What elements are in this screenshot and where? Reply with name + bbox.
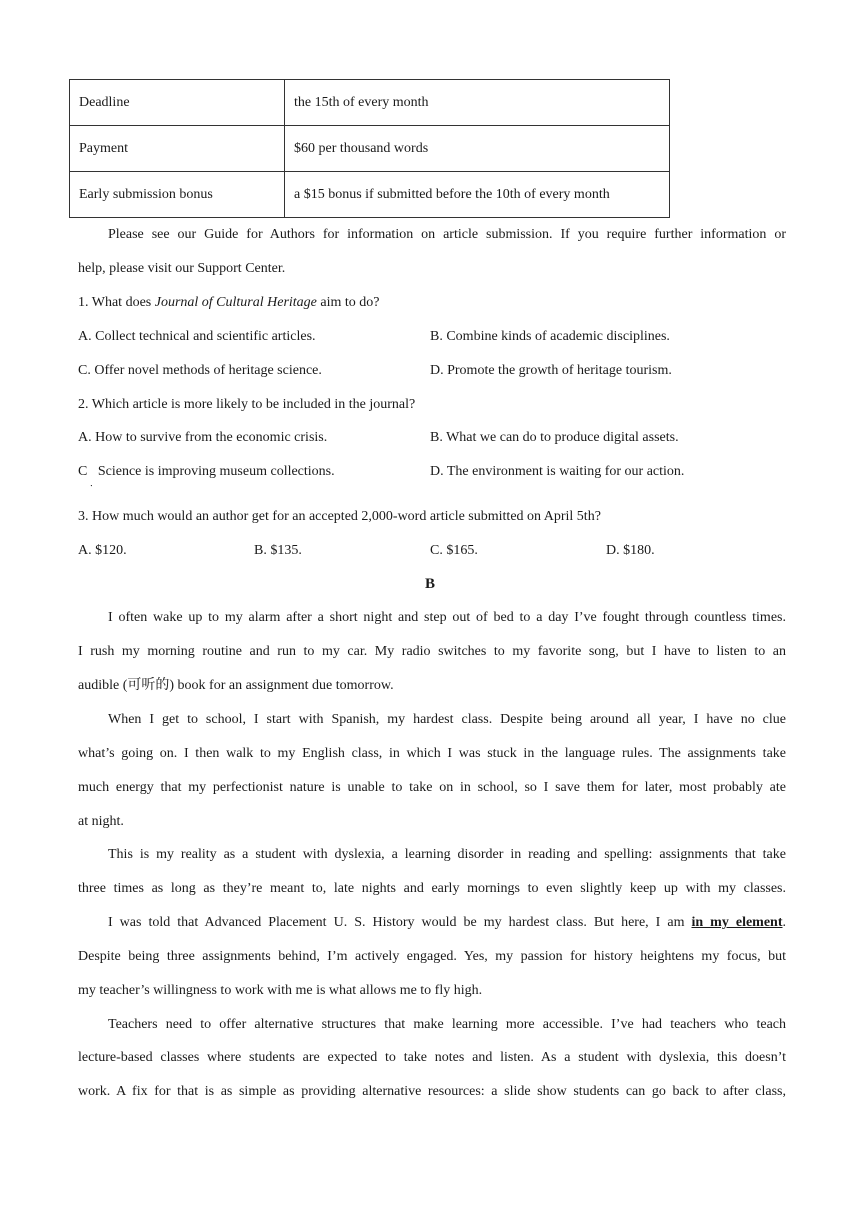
passage-line: lecture-based classes where students are expected to take notes and listen. As a student with dyslexia, this doesn’t <box>78 1050 786 1065</box>
q3-option-d: D. $180. <box>606 543 655 558</box>
highlighted-phrase: in my element <box>691 915 783 930</box>
table-cell-label: Early submission bonus <box>70 172 285 218</box>
table-row <box>70 80 670 126</box>
passage-line <box>108 914 786 932</box>
q1-option-d: D. Promote the growth of heritage tourism. <box>430 363 672 378</box>
table-cell-label: Deadline <box>70 80 285 126</box>
passage-line: work. A fix for that is as simple as providing alternative resources: a slide show students can go back to after class, <box>78 1084 786 1099</box>
table-cell-value: the 15th of every month <box>285 80 670 126</box>
table-cell-value: a $15 bonus if submitted before the 10th of every month <box>285 172 670 218</box>
q2-option-b: B. What we can do to produce digital assets. <box>430 430 679 445</box>
passage-line: my teacher’s willingness to work with me is what allows me to fly high. <box>78 983 483 998</box>
passage-line: what’s going on. I then walk to my English class, in which I was stuck in the language rules. The assignments take <box>78 746 786 761</box>
question-3: 3. How much would an author get for an accepted 2,000-word article submitted on April 5th? <box>78 509 601 524</box>
passage-line: I rush my morning routine and run to my car. My radio switches to my favorite song, but I have to listen to an <box>78 644 786 659</box>
table-row <box>70 172 670 218</box>
q3-option-b: B. $135. <box>254 543 302 558</box>
q1-option-b: B. Combine kinds of academic disciplines. <box>430 329 670 344</box>
section-heading: B <box>424 576 435 592</box>
passage-line: I often wake up to my alarm after a short night and step out of bed to a day I’ve fought through countless times. <box>108 610 786 625</box>
passage-line: Despite being three assignments behind, I’m actively engaged. Yes, my passion for history heightens my focus, but <box>78 949 786 964</box>
passage-line: Teachers need to offer alternative structures that make learning more accessible. I’ve had teachers who teach <box>108 1017 786 1032</box>
passage-line: audible (可听的) book for an assignment due tomorrow. <box>78 678 394 693</box>
question-1-prefix: 1. What does <box>78 295 155 310</box>
table-row <box>70 126 670 172</box>
guide-text-line: Please see our Guide for Authors for information on article submission. If you require further information or <box>108 227 786 242</box>
question-1-suffix: aim to do? <box>316 295 380 310</box>
table-cell-value: $60 per thousand words <box>285 126 670 172</box>
journal-title: Journal of Cultural Heritage <box>154 295 317 310</box>
info-table <box>69 79 670 218</box>
stray-dot: ． <box>90 478 100 488</box>
q2-option-d: D. The environment is waiting for our action. <box>430 464 685 479</box>
passage-line: three times as long as they’re meant to, late nights and early mornings to even slightly keep up with my classes. <box>78 881 786 896</box>
passage-line: much energy that my perfectionist nature is unable to take on in school, so I save them for later, most probably ate <box>78 780 786 795</box>
q2-option-c: C Science is improving museum collections. <box>78 464 335 479</box>
passage-line: This is my reality as a student with dyslexia, a learning disorder in reading and spelling: assignments that take <box>108 847 786 862</box>
q1-option-a: A. Collect technical and scientific articles. <box>78 329 316 344</box>
question-1 <box>78 294 380 312</box>
passage-line: When I get to school, I start with Spanish, my hardest class. Despite being around all year, I have no clue <box>108 712 786 727</box>
passage-text: . <box>782 915 786 930</box>
question-2: 2. Which article is more likely to be included in the journal? <box>78 397 416 412</box>
q3-option-a: A. $120. <box>78 543 127 558</box>
q2-option-a: A. How to survive from the economic crisis. <box>78 430 328 445</box>
passage-line: at night. <box>78 814 124 829</box>
passage-text: I was told that Advanced Placement U. S. History would be my hardest class. But here, I am <box>108 915 692 930</box>
q1-option-c: C. Offer novel methods of heritage science. <box>78 363 322 378</box>
guide-text-line: help, please visit our Support Center. <box>78 261 286 276</box>
table-cell-label: Payment <box>70 126 285 172</box>
q3-option-c: C. $165. <box>430 543 478 558</box>
